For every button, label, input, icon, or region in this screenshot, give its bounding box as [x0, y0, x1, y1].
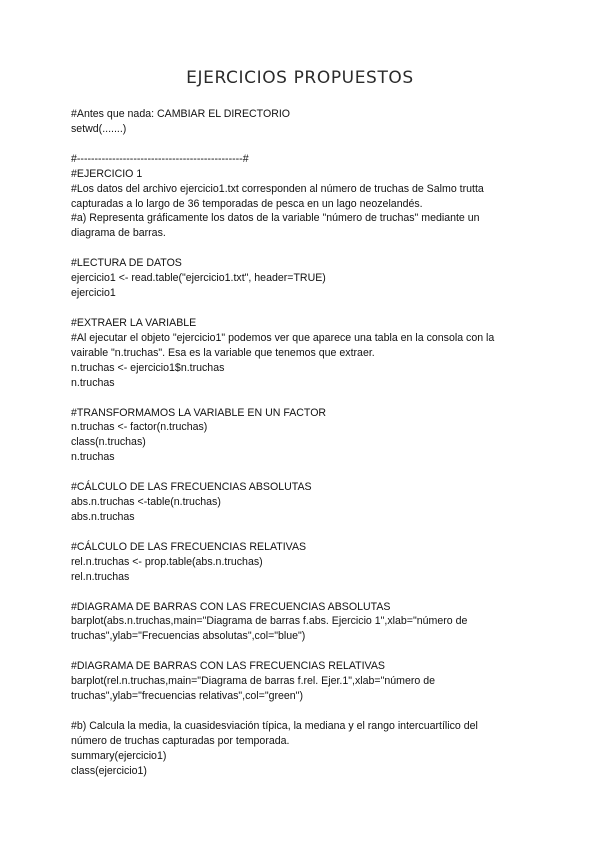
- section-heading: #EJERCICIO 1: [71, 167, 143, 180]
- code-line: n.truchas <- factor(n.truchas): [71, 421, 208, 434]
- section-heading: #EXTRAER LA VARIABLE: [71, 316, 197, 329]
- block-barplot-relative: [71, 659, 541, 704]
- page-title: EJERCICIOS PROPUESTOS: [186, 68, 414, 88]
- code-line: n.truchas: [71, 376, 115, 389]
- code-line: barplot(abs.n.truchas,main="Diagrama de barras f.abs. Ejercicio 1",xlab="número de: [71, 615, 468, 628]
- block-relative-frequencies: [71, 540, 541, 585]
- code-line: setwd(.......): [71, 122, 127, 135]
- code-line: n.truchas <- ejercicio1$n.truchas: [71, 361, 225, 374]
- text-line: #Al ejecutar el objeto "ejercicio1" podemos ver que aparece una tabla en la consola con la: [71, 331, 495, 344]
- block-absolute-frequencies: [71, 480, 541, 525]
- block-barplot-absolute: [71, 600, 541, 645]
- section-heading: #CÁLCULO DE LAS FRECUENCIAS ABSOLUTAS: [71, 481, 312, 494]
- document-body: [71, 107, 541, 794]
- code-line: barplot(rel.n.truchas,main="Diagrama de barras f.rel. Ejer.1",xlab="número de: [71, 675, 435, 688]
- section-heading: #DIAGRAMA DE BARRAS CON LAS FRECUENCIAS RELATIVAS: [71, 660, 385, 673]
- code-line: abs.n.truchas <-table(n.truchas): [71, 496, 221, 509]
- section-heading: #LECTURA DE DATOS: [71, 257, 182, 270]
- text-line: vairable "n.truchas". Esa es la variable que tenemos que extraer.: [71, 346, 375, 359]
- code-line: rel.n.truchas: [71, 570, 130, 583]
- code-line: class(ejercicio1): [71, 764, 147, 777]
- code-line: abs.n.truchas: [71, 510, 135, 523]
- code-line: class(n.truchas): [71, 436, 146, 449]
- code-line: rel.n.truchas <- prop.table(abs.n.truchas): [71, 555, 263, 568]
- section-heading: #TRANSFORMAMOS LA VARIABLE EN UN FACTOR: [71, 406, 327, 419]
- text-line: #a) Representa gráficamente los datos de la variable "número de truchas" mediante un: [71, 212, 480, 225]
- block-change-directory: [71, 107, 541, 137]
- block-extract-variable: [71, 316, 541, 391]
- text-line: #Antes que nada: CAMBIAR EL DIRECTORIO: [71, 108, 291, 120]
- code-line: summary(ejercicio1): [71, 749, 167, 762]
- block-read-data: [71, 256, 541, 301]
- code-line: n.truchas: [71, 451, 115, 464]
- section-heading: #DIAGRAMA DE BARRAS CON LAS FRECUENCIAS ABSOLUTAS: [71, 600, 391, 613]
- block-exercise-1-statement: [71, 152, 541, 241]
- text-line: capturadas a lo largo de 36 temporadas de pesca en un lago neozelandés.: [71, 197, 423, 210]
- text-line: #Los datos del archivo ejercicio1.txt corresponden al número de truchas de Salmo trutta: [71, 182, 484, 195]
- text-line: diagrama de barras.: [71, 227, 166, 240]
- separator-line: #-----------------------------------------------#: [71, 152, 249, 165]
- text-line: #b) Calcula la media, la cuasidesviación típica, la mediana y el rango intercuartílico del: [71, 720, 478, 732]
- code-line: truchas",ylab="Frecuencias absolutas",col="blue"): [71, 630, 306, 643]
- block-factor-transform: [71, 406, 541, 466]
- code-line: truchas",ylab="frecuencias relativas",col="green"): [71, 690, 303, 703]
- code-line: ejercicio1: [71, 287, 116, 300]
- text-line: número de truchas capturadas por temporada.: [71, 734, 290, 747]
- block-summary-statistics: [71, 719, 541, 779]
- section-heading: #CÁLCULO DE LAS FRECUENCIAS RELATIVAS: [71, 540, 307, 553]
- code-line: ejercicio1 <- read.table("ejercicio1.txt", header=TRUE): [71, 272, 326, 285]
